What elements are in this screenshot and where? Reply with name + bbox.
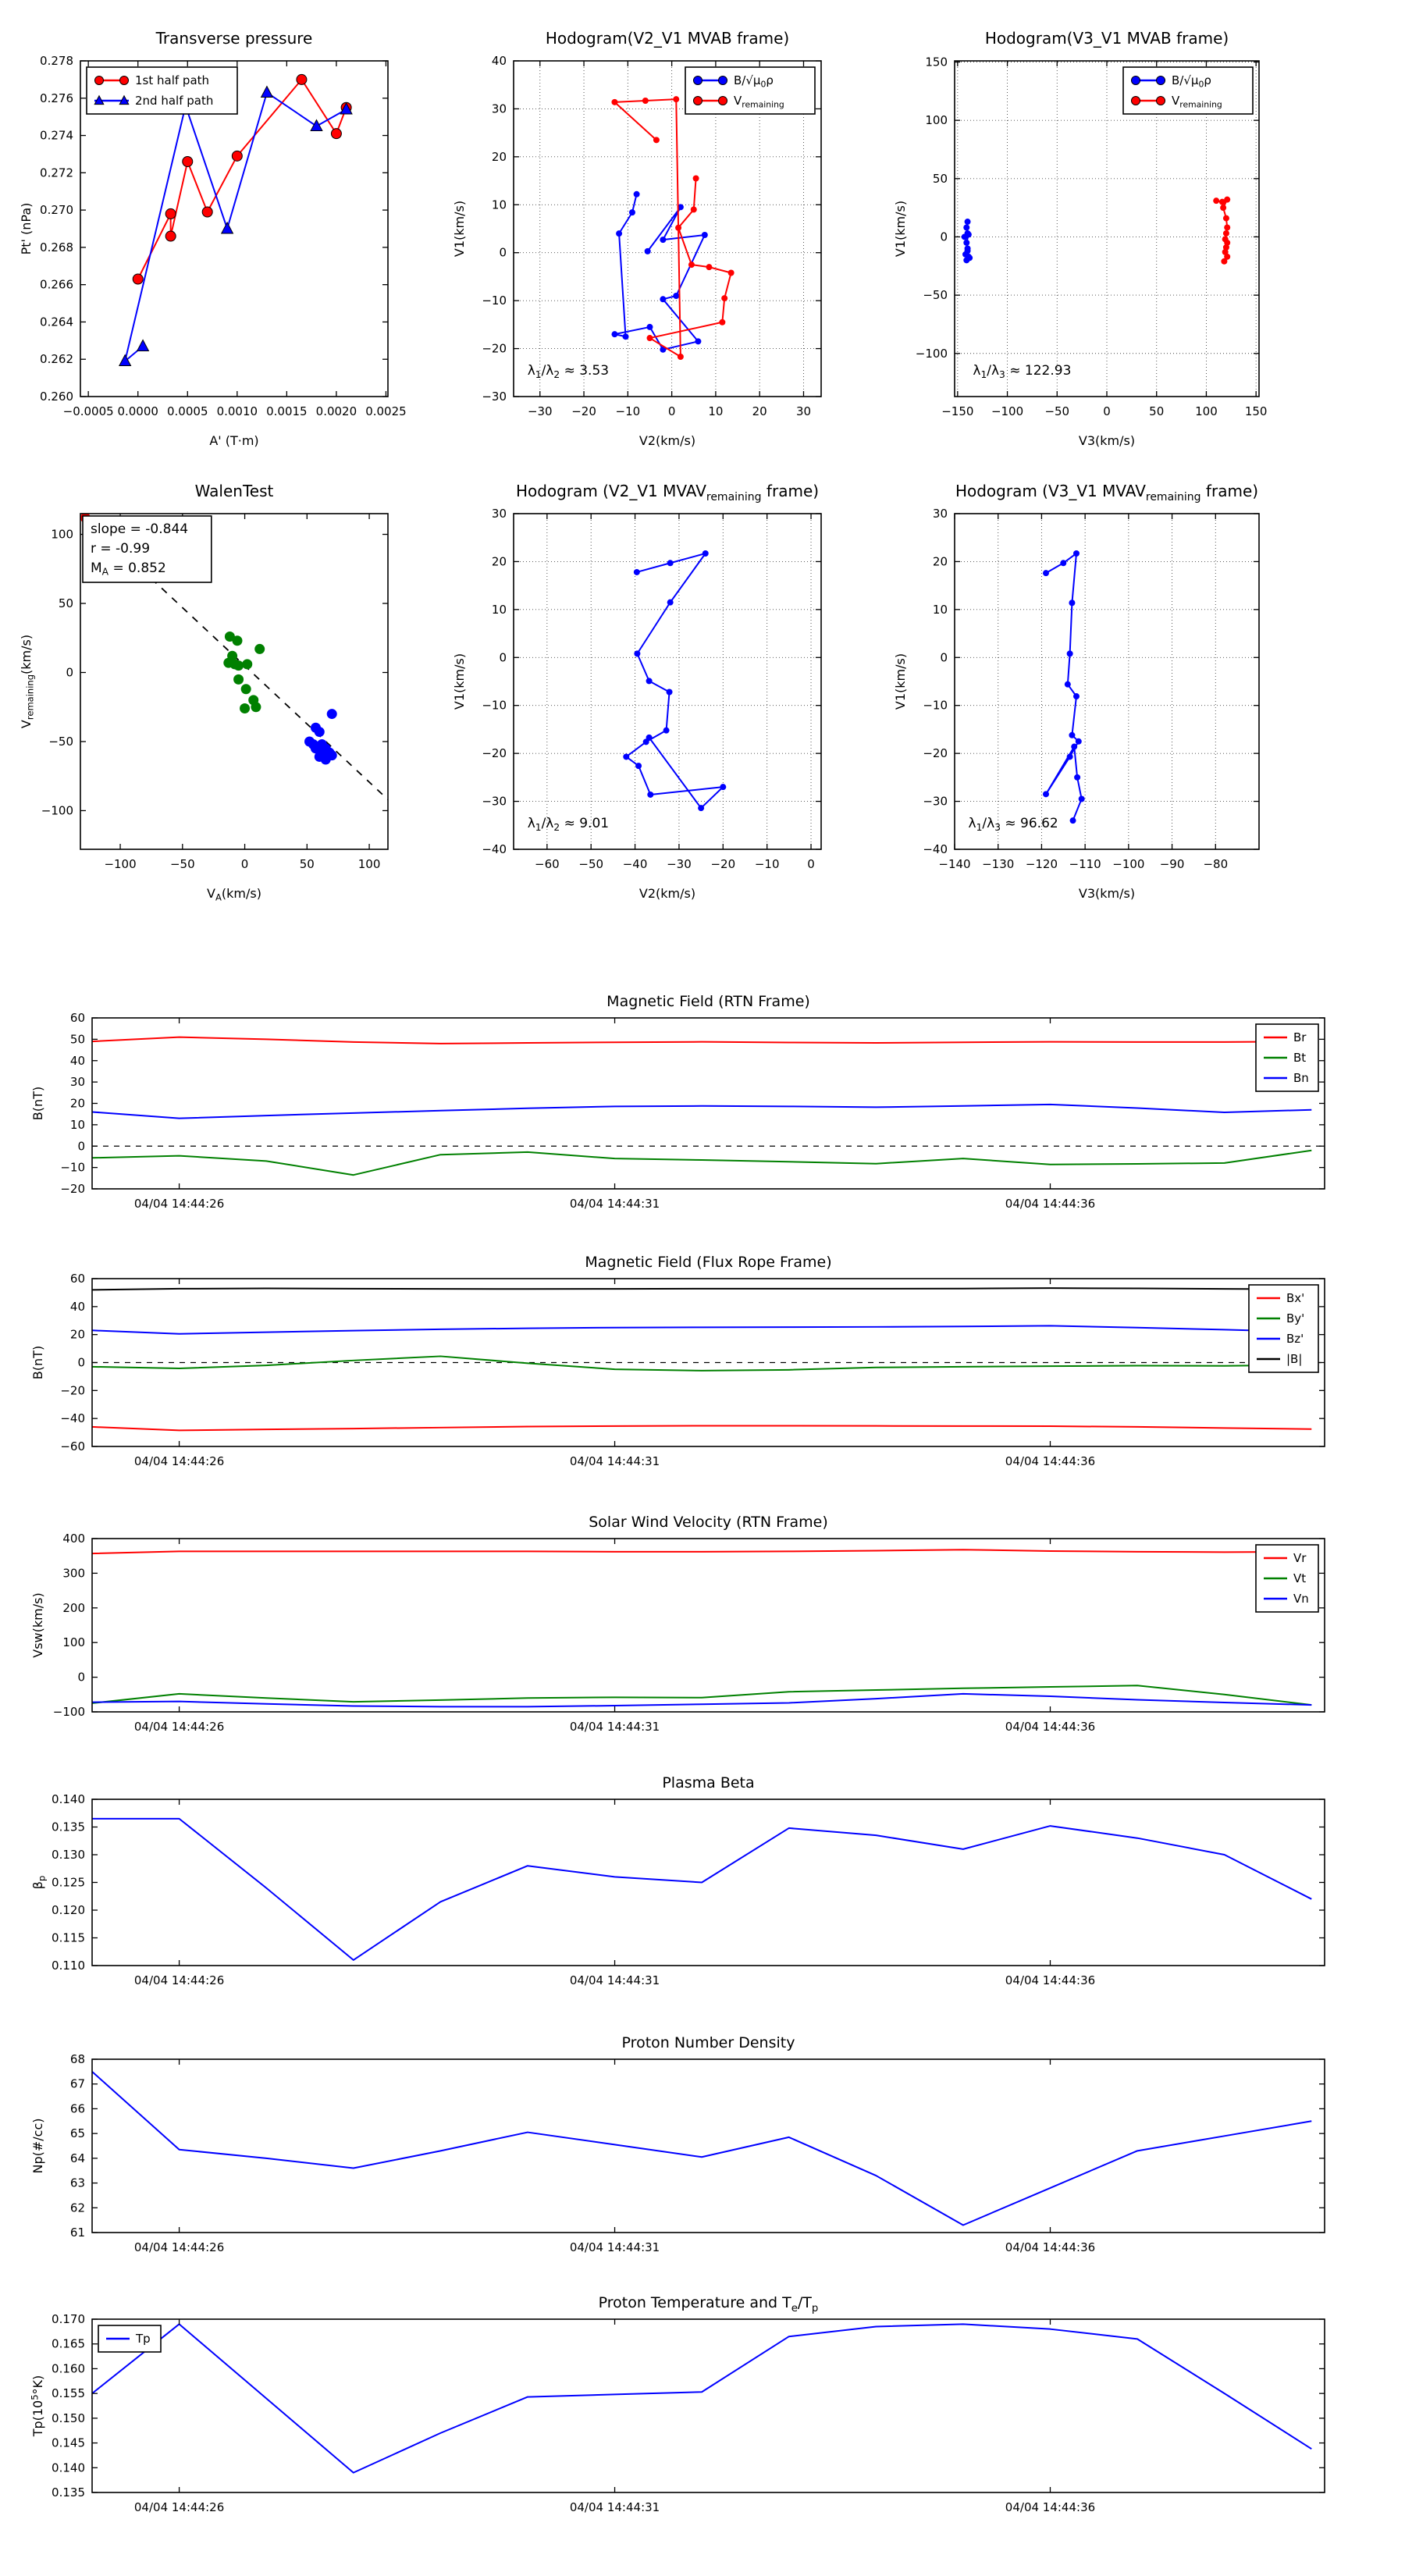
chart-title: WalenTest [194,482,274,500]
y-tick-label: 40 [491,54,507,68]
x-tick-label: 04/04 14:44:31 [569,2240,660,2254]
x-tick-label: 04/04 14:44:31 [569,1454,660,1468]
x-tick-label: 04/04 14:44:26 [133,1197,225,1211]
y-tick-label: 10 [491,602,507,617]
y-axis-label: V1(km/s) [893,200,908,258]
hodogram-v3v1-mvav-svg [873,475,1282,923]
x-axis-label: $V_A(km/s)$ [207,886,261,903]
x-tick-label: 10 [708,404,724,418]
x-tick-label: 0.0000 [117,404,158,418]
tick-marks [92,2059,1325,2233]
x-tick-label: −50 [578,857,604,871]
x-tick-label: 04/04 14:44:26 [133,2500,225,2514]
y-tick-label: −30 [482,390,507,404]
series-V-mvav [1043,550,1085,824]
x-tick-label: 50 [1149,404,1165,418]
x-tick-label: 04/04 14:44:31 [569,1197,660,1211]
y-tick-label: 0.268 [40,240,73,254]
x-tick-label: 0.0010 [216,404,258,418]
lambda-annotation: $\lambda_1/\lambda_2 \approx 9.01$ [527,816,610,833]
y-tick-label: 20 [491,149,507,164]
legend-label: By' [1286,1311,1305,1325]
mag-field-fluxrope-svg [10,1240,1348,1521]
x-tick-label: 150 [1244,404,1268,418]
hodogram-v2v1-mvab-svg [432,22,845,471]
chart-title: Plasma Beta [662,1774,755,1791]
walen-stats-box [83,516,212,582]
y-tick-label: 30 [491,507,507,521]
y-tick-label: 100 [925,113,948,128]
y-tick-label: −10 [60,1160,85,1175]
x-tick-label: −100 [991,404,1024,418]
x-axis-label: V2(km/s) [638,886,696,901]
x-tick-label: 04/04 14:44:31 [569,1720,660,1734]
legend-label: |B| [1286,1352,1303,1366]
svg-text:r = -0.99: r = -0.99 [91,541,151,557]
y-tick-label: 10 [69,1117,85,1132]
chart-title: Transverse pressure [155,29,313,48]
series-Vr [92,1550,1311,1553]
chart-title: Magnetic Field (RTN Frame) [606,993,810,1010]
legend-label: Vn [1293,1592,1309,1606]
y-tick-label: 400 [62,1532,85,1546]
series-|B| [92,1288,1311,1290]
legend [87,67,237,114]
x-axis-label: V2(km/s) [638,433,696,448]
y-axis-label: V1(km/s) [452,200,467,258]
tick-marks [955,514,1259,849]
y-tick-label: −10 [482,698,507,713]
x-tick-label: −140 [938,857,971,871]
y-tick-label: 0.170 [52,2312,85,2326]
tick-marks [92,1799,1325,1966]
x-tick-label: 04/04 14:44:31 [569,2500,660,2514]
x-tick-label: −80 [1203,857,1229,871]
y-tick-label: 50 [69,1032,85,1047]
svg-text:slope = -0.844: slope = -0.844 [91,521,189,537]
y-tick-label: 60 [69,1272,85,1286]
x-tick-label: −20 [710,857,736,871]
y-tick-label: 0.165 [52,2336,85,2351]
x-tick-label: 50 [299,857,315,871]
y-tick-label: 0.262 [40,352,73,367]
y-axis-label: V1(km/s) [452,653,467,710]
x-tick-label: −120 [1025,857,1058,871]
legend [1249,1285,1318,1372]
y-axis-label: Np(#/cc) [30,2118,45,2174]
y-tick-label: 10 [491,197,507,212]
x-tick-label: 04/04 14:44:36 [1005,1454,1096,1468]
chart-title: Hodogram(V3_V1 MVAB frame) [984,29,1229,48]
series-V-remaining [1213,197,1230,265]
y-tick-label: 0 [77,1139,85,1154]
y-tick-label: −30 [923,794,948,809]
legend-label: Vr [1293,1551,1307,1565]
x-axis-label: A' (T·m) [209,433,259,448]
y-tick-label: 20 [69,1327,85,1342]
series-Br [92,1037,1311,1044]
x-tick-label: 0.0020 [315,404,357,418]
y-tick-label: 0.270 [40,203,73,218]
x-tick-label: 04/04 14:44:36 [1005,1197,1096,1211]
axes-border [92,2059,1325,2233]
y-tick-label: 65 [69,2126,85,2141]
legend-label: $B/√\mu_0\rho$ [734,73,774,90]
y-tick-label: 0.266 [40,277,73,292]
y-tick-label: 0.160 [52,2361,85,2376]
lambda-annotation: $\lambda_1/\lambda_2 \approx 3.53$ [527,363,610,380]
x-tick-label: 0.0025 [365,404,407,418]
x-tick-label: −100 [1112,857,1145,871]
series-Np [92,2072,1311,2226]
y-tick-label: −40 [60,1411,85,1426]
walen-fit-line [151,578,388,799]
x-tick-label: 04/04 14:44:36 [1005,2500,1096,2514]
chart-title: Proton Temperature and $T_e/T_p$ [598,2294,819,2314]
x-tick-label: −10 [615,404,641,418]
x-tick-label: 04/04 14:44:26 [133,1720,225,1734]
series-Bx' [92,1425,1311,1430]
legend [1256,1024,1318,1091]
chart-title: Hodogram (V3_V1 $MVAV_{remaining}$ frame) [955,482,1259,503]
x-tick-label: −130 [982,857,1015,871]
plasma-beta-svg [10,1760,1348,2040]
legend-label: Tp [136,2332,151,2346]
axes-border [92,2319,1325,2492]
x-tick-label: 0.0005 [167,404,208,418]
y-tick-label: 0.120 [52,1903,85,1917]
y-tick-label: 0.130 [52,1848,85,1862]
y-tick-label: 0 [77,1355,85,1370]
x-tick-label: −30 [667,857,692,871]
series-By' [92,1356,1311,1370]
y-tick-label: 0.150 [52,2411,85,2425]
y-tick-label: 0.145 [52,2435,85,2450]
y-tick-label: 40 [69,1053,85,1068]
axes-border [92,1799,1325,1966]
x-tick-label: −110 [1069,857,1101,871]
y-tick-label: 0.155 [52,2386,85,2401]
y-tick-label: −60 [60,1439,85,1453]
legend [98,2325,161,2352]
y-tick-label: 50 [58,596,73,611]
y-tick-label: 0.278 [40,54,73,68]
y-tick-label: 0.264 [40,315,73,329]
y-tick-label: 50 [932,171,948,186]
y-axis-label: Pt' (nPa) [19,202,34,255]
y-tick-label: 0.110 [52,1959,85,1973]
legend [1256,1545,1318,1612]
x-tick-label: 04/04 14:44:36 [1005,1973,1096,1987]
y-tick-label: 0.276 [40,91,73,105]
y-tick-label: 0 [940,229,948,244]
walen-test-svg [0,475,411,923]
x-tick-label: 04/04 14:44:36 [1005,2240,1096,2254]
x-tick-label: −0.0005 [62,404,114,418]
hodogram-v3v1-mvab-svg [873,22,1282,471]
legend-label: Bn [1293,1071,1309,1085]
y-tick-label: 63 [69,2176,85,2190]
y-tick-label: 300 [62,1566,85,1581]
x-tick-label: 0.0015 [266,404,308,418]
y-tick-label: −20 [482,341,507,356]
legend-label: Vt [1293,1571,1307,1585]
x-tick-label: −10 [754,857,780,871]
x-tick-label: −40 [622,857,648,871]
series-Vn [92,1694,1311,1706]
y-tick-label: 0.125 [52,1875,85,1890]
y-tick-label: 0.140 [52,2460,85,2475]
y-tick-label: −10 [482,294,507,308]
x-tick-label: 04/04 14:44:31 [569,1973,660,1987]
x-tick-label: 0 [240,857,249,871]
y-tick-label: 0.115 [52,1930,85,1945]
y-tick-label: 30 [491,101,507,116]
x-tick-label: 100 [357,857,381,871]
y-tick-label: −10 [923,698,948,713]
legend-label: $V_{remaining}$ [734,94,784,110]
y-tick-label: −40 [923,842,948,856]
y-axis-label: $Tp(10^5^\circ K)$ [29,2375,45,2437]
x-tick-label: 04/04 14:44:26 [133,2240,225,2254]
legend-label: Br [1293,1030,1307,1044]
x-tick-label: −50 [1044,404,1070,418]
y-tick-label: 61 [69,2226,85,2240]
y-tick-label: −20 [482,746,507,761]
tick-marks [92,2319,1325,2492]
series-Vt [92,1685,1311,1705]
chart-title: Hodogram(V2_V1 MVAB frame) [545,29,790,48]
x-tick-label: 04/04 14:44:26 [133,1973,225,1987]
x-tick-label: 30 [795,404,812,418]
y-tick-label: 0.260 [40,390,73,404]
legend-label: 1st half path [135,73,210,87]
y-tick-label: −20 [923,746,948,761]
x-axis-label: V3(km/s) [1078,433,1136,448]
series-walen-blue [304,709,337,764]
svg-text:MA​ = 0.852: $M_A = 0.852$ [91,560,166,578]
series-beta-p [92,1819,1311,1960]
y-tick-label: −50 [48,734,73,749]
y-tick-label: −100 [41,803,73,818]
y-tick-label: 67 [69,2076,85,2091]
chart-title: Magnetic Field (Flux Rope Frame) [585,1254,832,1271]
proton-number-density-svg [10,2020,1348,2307]
y-tick-label: 20 [932,554,948,569]
y-axis-label: B(nT) [30,1086,45,1121]
mag-field-rtn-svg [10,979,1348,1263]
x-tick-label: −100 [104,857,137,871]
y-tick-label: 62 [69,2201,85,2215]
y-tick-label: 150 [925,55,948,69]
y-tick-label: −40 [482,842,507,856]
series-V-mvav [623,550,726,811]
x-tick-label: 04/04 14:44:36 [1005,1720,1096,1734]
y-tick-label: −30 [482,794,507,809]
y-tick-label: 0 [77,1670,85,1685]
legend-label: 2nd half path [135,94,214,108]
series-Bz' [92,1325,1311,1333]
y-tick-label: 0 [940,650,948,665]
y-tick-label: 0.272 [40,165,73,180]
legend-label: $B/√\mu_0\rho$ [1172,73,1211,90]
chart-title: Proton Number Density [621,2034,795,2051]
y-tick-label: 10 [932,602,948,617]
y-tick-label: 40 [69,1299,85,1314]
y-tick-label: −20 [60,1383,85,1398]
y-tick-label: 100 [51,527,73,542]
transverse-pressure-svg [0,22,411,471]
y-tick-label: 0.135 [52,2485,85,2500]
y-tick-label: 0 [499,245,507,260]
y-tick-label: 20 [491,554,507,569]
y-tick-label: −100 [52,1705,85,1719]
y-tick-label: 20 [69,1096,85,1111]
series-B-alfven [962,219,973,263]
y-tick-label: −100 [915,346,948,361]
x-tick-label: −60 [535,857,560,871]
y-tick-label: 30 [932,507,948,521]
legend-label: Bz' [1286,1332,1304,1346]
y-tick-label: 100 [62,1635,85,1650]
y-tick-label: 0 [66,665,73,680]
x-tick-label: 0 [667,404,676,418]
y-axis-label: V1(km/s) [893,653,908,710]
x-tick-label: 0 [1103,404,1111,418]
proton-temperature-svg [10,2280,1348,2567]
chart-title: Hodogram (V2_V1 $MVAV_{remaining}$ frame) [515,482,820,503]
x-axis-label: V3(km/s) [1078,886,1136,901]
legend-label: Bt [1293,1051,1307,1065]
y-tick-label: 66 [69,2101,85,2116]
y-tick-label: 0.140 [52,1792,85,1806]
y-tick-label: 64 [69,2151,85,2165]
x-tick-label: −150 [941,404,974,418]
x-tick-label: 20 [752,404,767,418]
legend [685,67,815,114]
x-tick-label: −20 [571,404,596,418]
hodogram-v2v1-mvav-svg [432,475,845,923]
y-tick-label: 0.135 [52,1820,85,1834]
y-tick-label: −50 [923,288,948,303]
y-tick-label: 0 [499,650,507,665]
y-tick-label: 0.274 [40,128,73,143]
x-tick-label: 100 [1195,404,1218,418]
series-Tp [92,2324,1311,2472]
y-tick-label: 60 [69,1011,85,1025]
legend-label: Bx' [1286,1291,1305,1305]
series-Bt [92,1151,1311,1175]
y-axis-label: $V_{remaining}(km/s)$ [19,634,36,729]
lambda-annotation: $\lambda_1/\lambda_3 \approx 96.62$ [968,816,1058,833]
legend [1123,67,1253,114]
series-2nd half path [119,87,352,366]
y-axis-label: $\beta_p$ [30,1875,48,1890]
y-tick-label: 30 [69,1075,85,1090]
y-tick-label: 200 [62,1600,85,1615]
axes-border [955,514,1259,849]
series-walen-green [223,632,265,713]
y-axis-label: Vsw(km/s) [30,1592,45,1658]
chart-title: Solar Wind Velocity (RTN Frame) [589,1514,828,1531]
y-tick-label: −20 [60,1182,85,1196]
series-Bn [92,1105,1311,1119]
solar-wind-velocity-svg [10,1500,1348,1786]
legend-label: $V_{remaining}$ [1172,94,1222,110]
x-tick-label: 04/04 14:44:26 [133,1454,225,1468]
x-tick-label: −90 [1159,857,1185,871]
x-tick-label: −30 [527,404,553,418]
x-tick-label: 0 [807,857,815,871]
x-tick-label: −50 [169,857,195,871]
y-tick-label: 68 [69,2052,85,2066]
grid [955,514,1259,849]
y-axis-label: B(nT) [30,1345,45,1380]
lambda-annotation: $\lambda_1/\lambda_3 \approx 122.93$ [973,363,1072,380]
